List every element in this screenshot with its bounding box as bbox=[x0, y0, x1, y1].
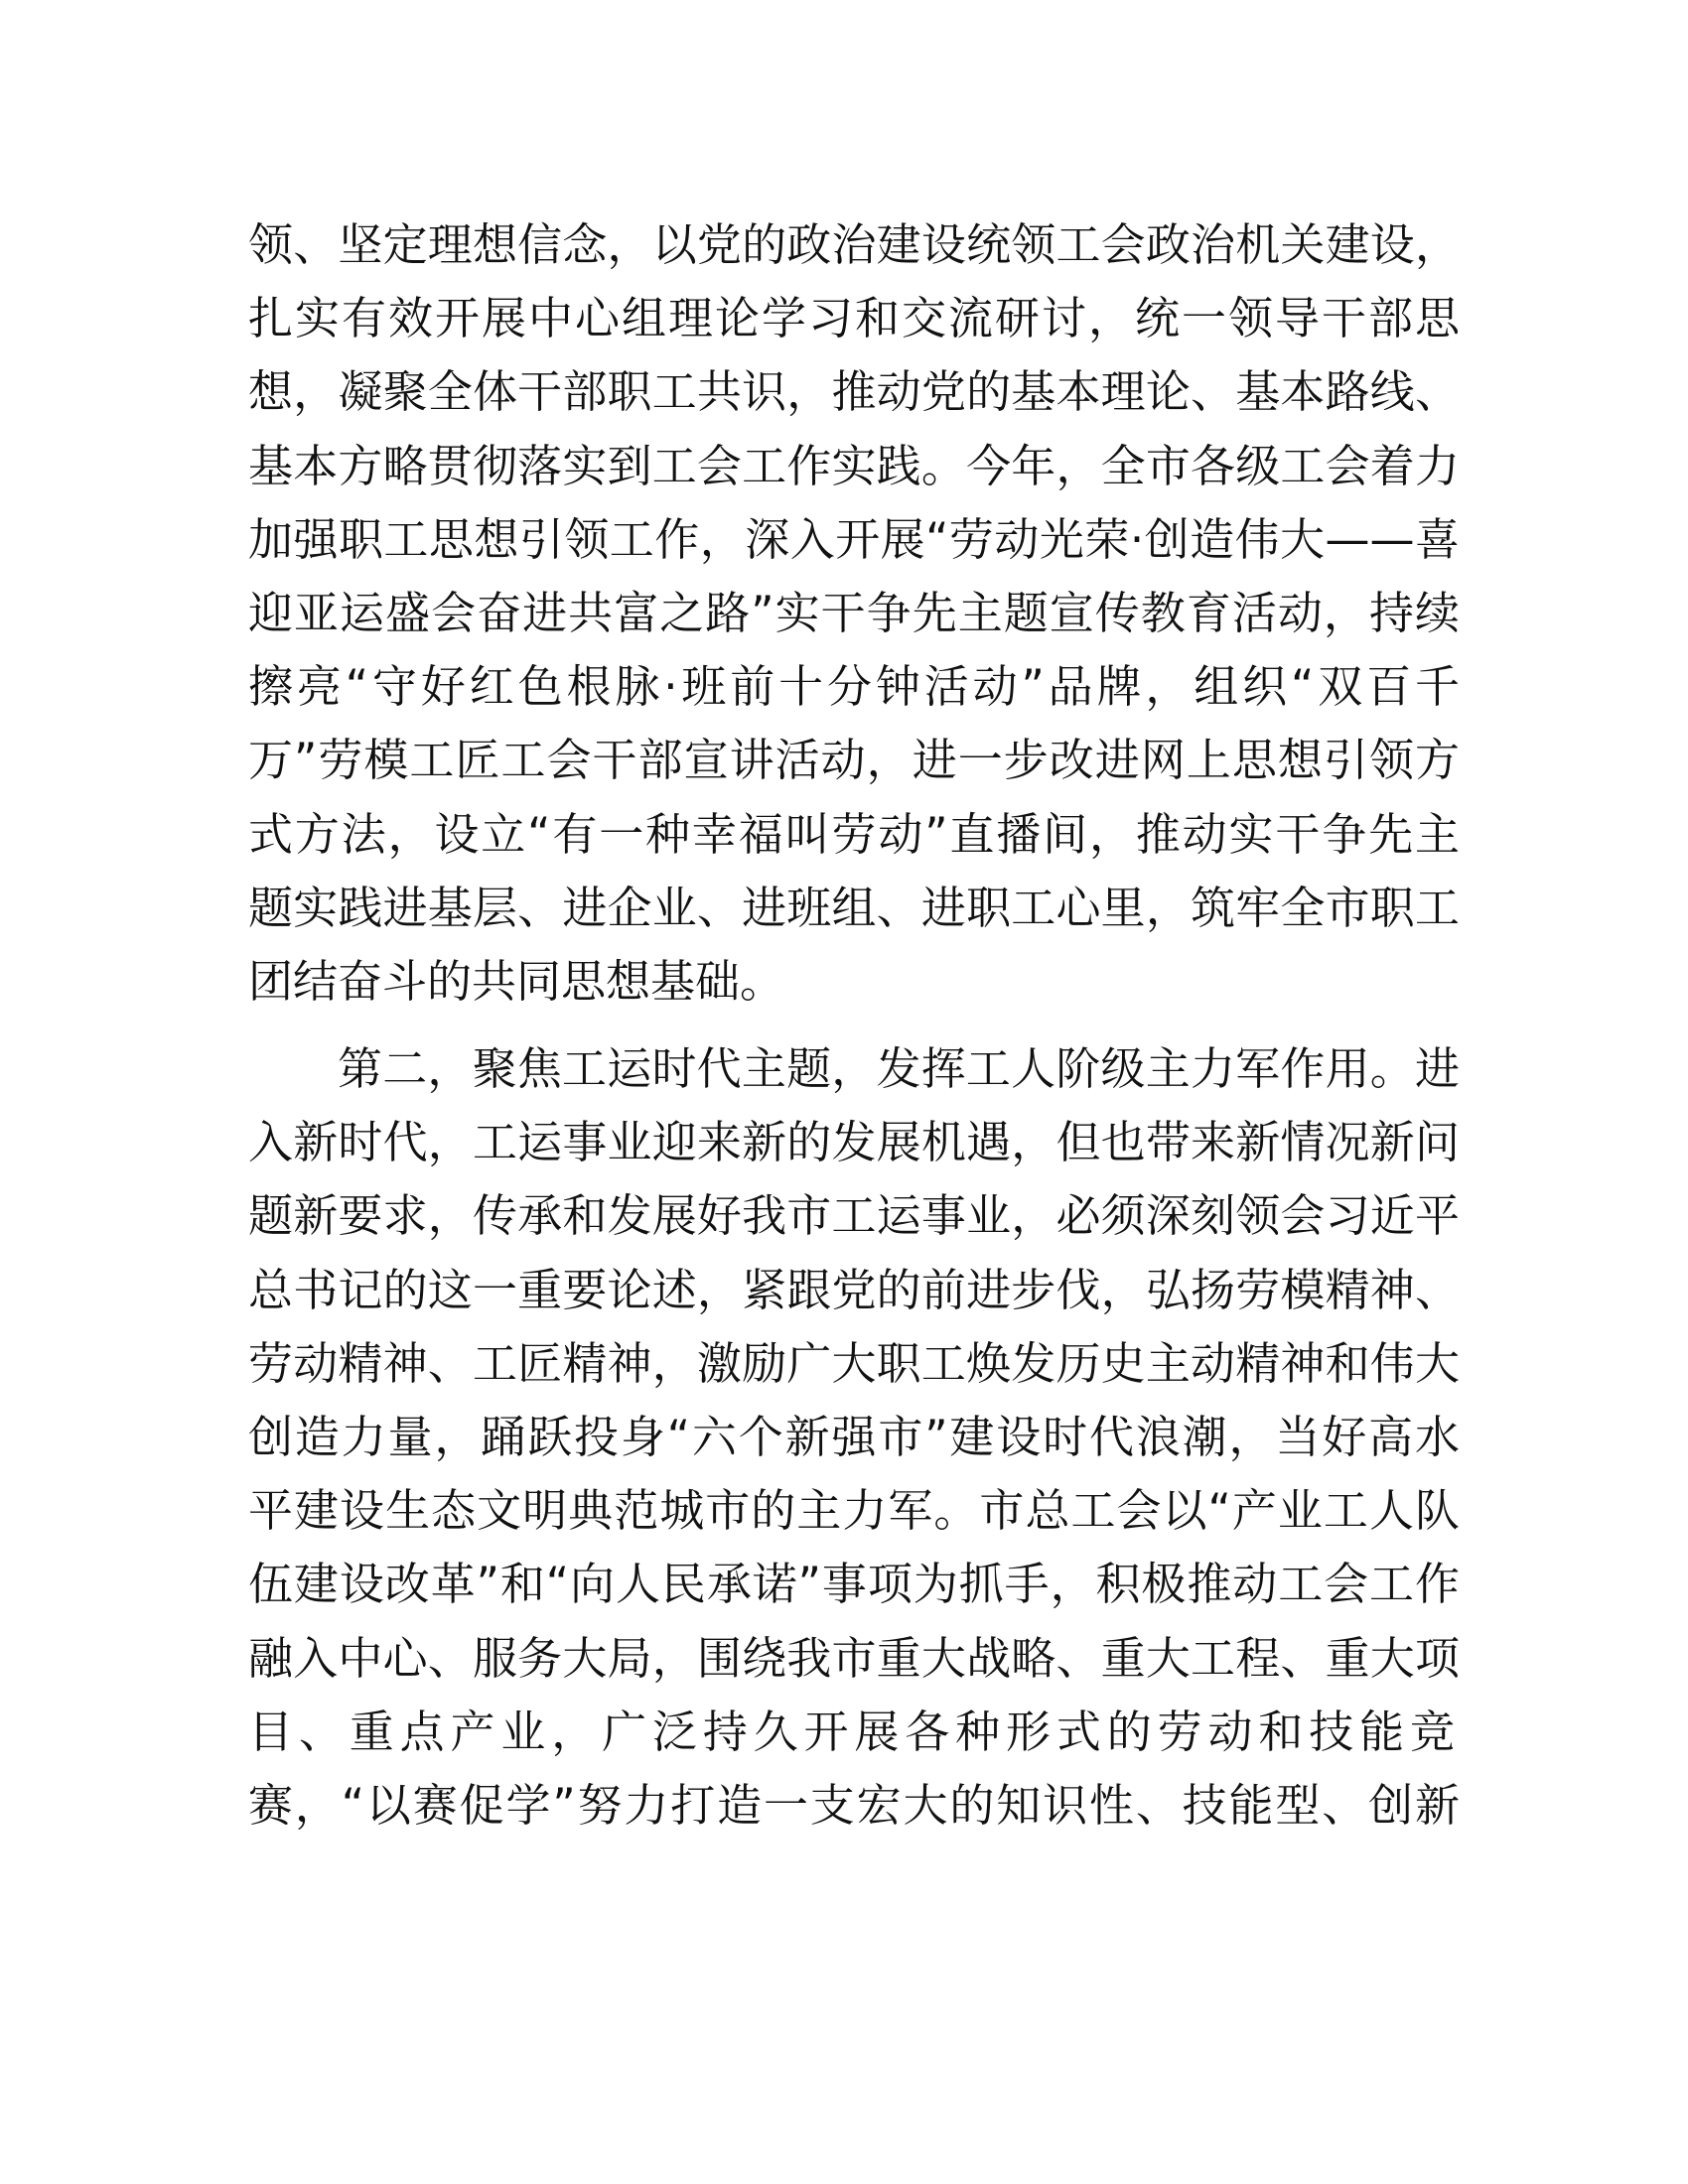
text-line: 想，凝聚全体干部职工共识，推动党的基本理论、基本路线、 bbox=[248, 365, 1460, 419]
text-line: 扎实有效开展中心组理论学习和交流研讨，统一领导干部思 bbox=[248, 292, 1460, 345]
text-line: 赛，“以赛促学”努力打造一支宏大的知识性、技能型、创新 bbox=[248, 1778, 1460, 1832]
text-line-last: 团结奋斗的共同思想基础。 bbox=[248, 954, 785, 1008]
text-line: 融入中心、服务大局，围绕我市重大战略、重大工程、重大项 bbox=[248, 1631, 1460, 1685]
text-line: 题新要求，传承和发展好我市工运事业，必须深刻领会习近平 bbox=[248, 1189, 1460, 1243]
text-line: 迎亚运盛会奋进共富之路”实干争先主题宣传教育活动，持续 bbox=[248, 586, 1460, 639]
paragraph-1 bbox=[248, 208, 1460, 1019]
text-line: 擦亮“守好红色根脉·班前十分钟活动”品牌，组织“双百千 bbox=[248, 660, 1460, 714]
text-line: 加强职工思想引领工作，深入开展“劳动光荣·创造伟大——喜 bbox=[248, 512, 1460, 566]
text-line: 领、坚定理想信念，以党的政治建设统领工会政治机关建设， bbox=[248, 218, 1460, 271]
body-text bbox=[248, 208, 1460, 1843]
text-line: 伍建设改革”和“向人民承诺”事项为抓手，积极推动工会工作 bbox=[248, 1558, 1460, 1611]
text-line: 式方法，设立“有一种幸福叫劳动”直播间，推动实干争先主 bbox=[248, 807, 1460, 861]
text-line: 创造力量，踊跃投身“六个新强市”建设时代浪潮，当好高水 bbox=[248, 1411, 1460, 1463]
text-line: 基本方略贯彻落实到工会工作实践。今年，全市各级工会着力 bbox=[248, 439, 1460, 492]
text-line: 入新时代，工运事业迎来新的发展机遇，但也带来新情况新问 bbox=[248, 1116, 1460, 1169]
text-line-indented: 第二，聚焦工运时代主题，发挥工人阶级主力军作用。进 bbox=[338, 1042, 1460, 1096]
paragraph-2 bbox=[248, 1032, 1460, 1843]
text-line: 总书记的这一重要论述，紧跟党的前进步伐，弘扬劳模精神、 bbox=[248, 1263, 1460, 1316]
text-line: 目、重点产业，广泛持久开展各种形式的劳动和技能竞 bbox=[248, 1705, 1460, 1758]
text-line: 万”劳模工匠工会干部宣讲活动，进一步改进网上思想引领方 bbox=[248, 734, 1460, 787]
text-line: 劳动精神、工匠精神，激励广大职工焕发历史主动精神和伟大 bbox=[248, 1336, 1460, 1390]
text-line: 平建设生态文明典范城市的主力军。市总工会以“产业工人队 bbox=[248, 1484, 1460, 1538]
text-line: 题实践进基层、进企业、进班组、进职工心里，筑牢全市职工 bbox=[248, 881, 1460, 934]
